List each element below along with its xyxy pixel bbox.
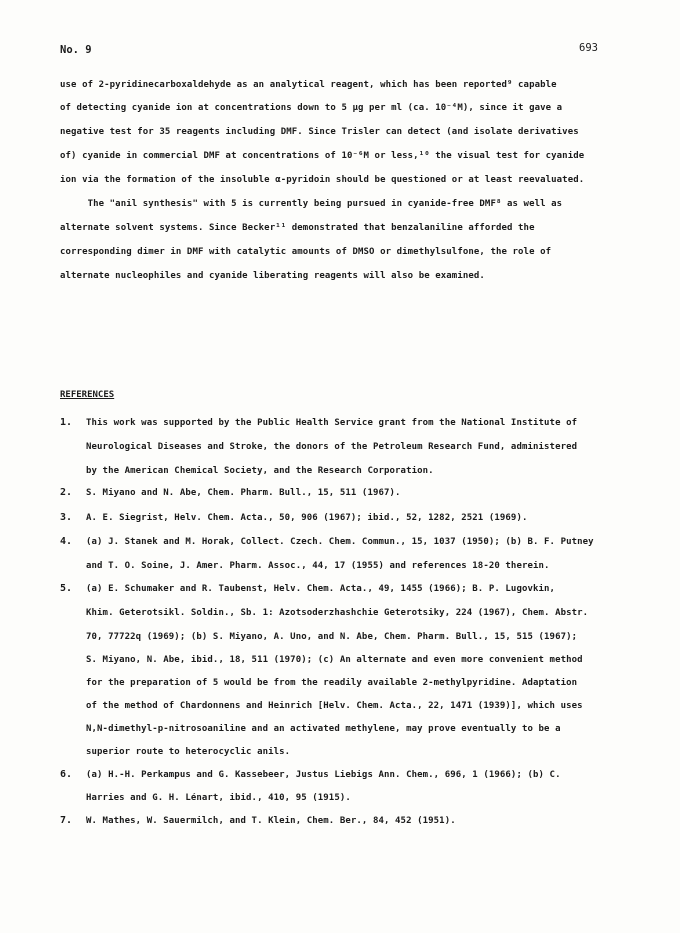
body-line: alternate nucleophiles and cyanide liberating reagents will also be examined. [60,271,485,281]
reference-number: 6. [60,769,73,780]
reference-number: 2. [60,487,73,498]
reference-line: (a) H.-H. Perkampus and G. Kassebeer, Justus Liebigs Ann. Chem., 696, 1 (1966); (b) C. [86,770,561,780]
body-line: of) cyanide in commercial DMF at concentrations of 10⁻⁶M or less,¹⁰ the visual test for cyanide [60,151,585,161]
body-line: alternate solvent systems. Since Becker¹¹ demonstrated that benzalaniline afforded the [60,223,535,233]
reference-line: Khim. Geterotsikl. Soldin., Sb. 1: Azotsoderzhashchie Geterotsiky, 224 (1967), Chem. Abstr. [86,608,589,618]
reference-number: 7. [60,815,73,826]
reference-number: 3. [60,512,73,523]
reference-line: superior route to heterocyclic anils. [86,747,291,757]
reference-line: W. Mathes, W. Sauermilch, and T. Klein, Chem. Ber., 84, 452 (1951). [86,816,456,826]
reference-number: 5. [60,583,73,594]
page-number: 693 [579,42,598,54]
body-line: ion via the formation of the insoluble α-pyridoin should be questioned or at least reevaluated. [60,175,585,185]
reference-line: A. E. Siegrist, Helv. Chem. Acta., 50, 906 (1967); ibid., 52, 1282, 2521 (1969). [86,513,528,523]
reference-line: and T. O. Soine, J. Amer. Pharm. Assoc., 44, 17 (1955) and references 18-20 therein. [86,561,550,571]
body-line: corresponding dimer in DMF with catalytic amounts of DMSO or dimethylsulfone, the role of [60,247,552,257]
reference-line: S. Miyano and N. Abe, Chem. Pharm. Bull., 15, 511 (1967). [86,488,401,498]
reference-line: of the method of Chardonnens and Heinrich [Helv. Chem. Acta., 22, 1471 (1939)], which uses [86,701,583,711]
reference-line: for the preparation of 5 would be from the readily available 2-methylpyridine. Adaptation [86,678,578,688]
reference-number: 4. [60,536,73,547]
issue-number: No. 9 [60,44,92,56]
reference-line: Neurological Diseases and Stroke, the donors of the Petroleum Research Fund, administered [86,442,578,452]
reference-line: by the American Chemical Society, and the Research Corporation. [86,466,434,476]
body-line: negative test for 35 reagents including DMF. Since Trisler can detect (and isolate derivatives [60,127,579,137]
reference-line: 70, 77722q (1969); (b) S. Miyano, A. Uno, and N. Abe, Chem. Pharm. Bull., 15, 515 (1967); [86,632,578,642]
reference-line: (a) E. Schumaker and R. Taubenst, Helv. Chem. Acta., 49, 1455 (1966); B. P. Lugovkin, [86,584,556,594]
references-heading: REFERENCES [60,390,115,400]
body-line: use of 2-pyridinecarboxaldehyde as an analytical reagent, which has been reported⁹ capable [60,80,557,90]
reference-line: (a) J. Stanek and M. Horak, Collect. Czech. Chem. Commun., 15, 1037 (1950); (b) B. F. Putney [86,537,594,547]
body-line: of detecting cyanide ion at concentrations down to 5 μg per ml (ca. 10⁻⁴M), since it gave a [60,103,563,113]
reference-line: Harries and G. H. Lénart, ibid., 410, 95 (1915). [86,793,351,803]
reference-line: N,N-dimethyl-p-nitrosoaniline and an activated methylene, may prove eventually to be a [86,724,561,734]
reference-line: This work was supported by the Public Health Service grant from the National Institute of [86,418,578,428]
reference-number: 1. [60,417,73,428]
body-line: The "anil synthesis" with 5 is currently being pursued in cyanide-free DMF⁸ as well as [60,199,563,209]
reference-line: S. Miyano, N. Abe, ibid., 18, 511 (1970); (c) An alternate and even more convenient method [86,655,583,665]
